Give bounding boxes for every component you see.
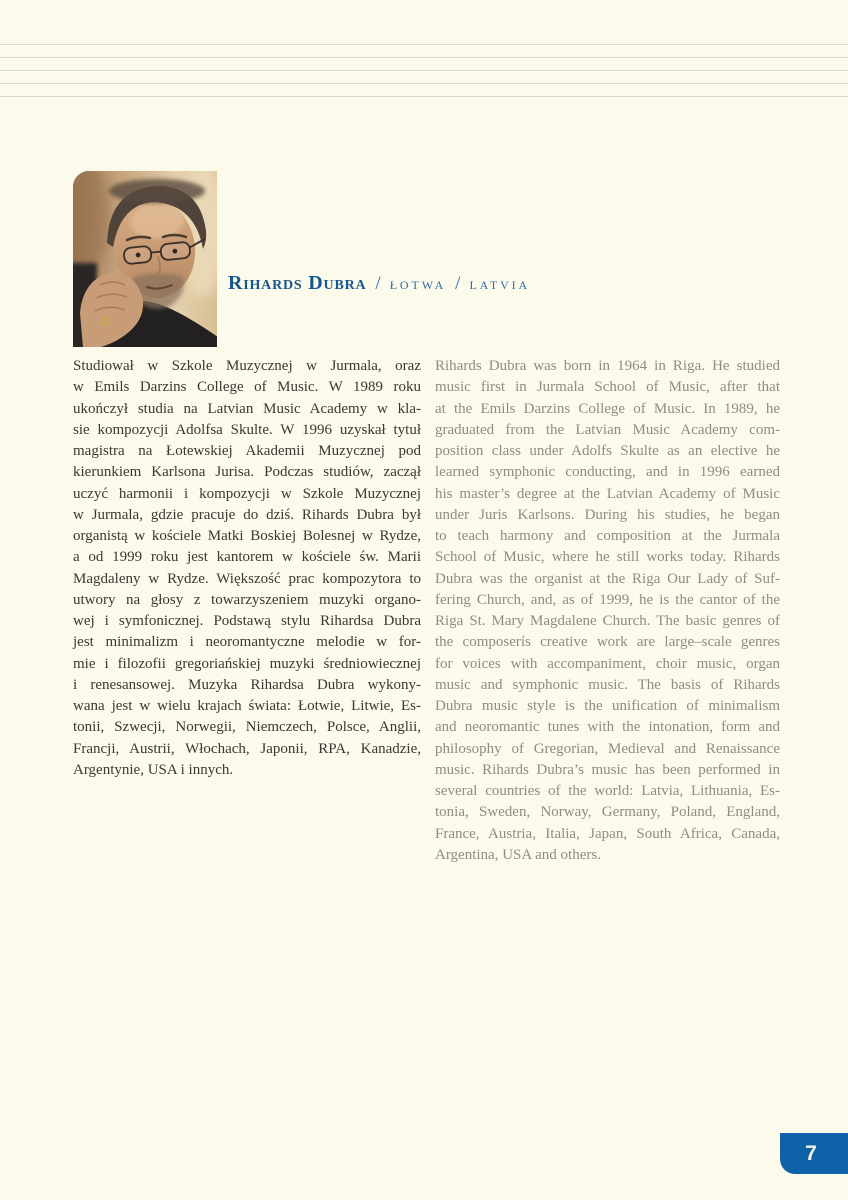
bio-text-polish [73,356,421,866]
text-line: Argentynie, USA i innych. [73,761,234,778]
text-line: position class under Adolfs Skulte as an elective he [435,443,780,459]
page-number: 7 [805,1141,817,1165]
text-line: to teach harmony and composition at the Jurmala [435,528,780,544]
text-line: several countries of the world: Latvia, Lithuania, Es- [435,783,780,799]
text-line: Studiował w Szkole Muzycznej w Jurmala, oraz [73,358,421,374]
bio-columns [73,356,780,866]
text-line: w Jurmala, gdzie pracuje do dziś. Rihards Dubra był [73,506,421,523]
composer-name: Rihards Dubra [228,272,367,294]
text-line: w Emils Darzins College of Music. W 1989 roku [73,379,421,396]
text-line: for voices with accompaniment, choir music, organ [435,655,780,672]
text-line: School of Music, where he still works today. Rihards [435,549,780,566]
text-line: at the Emils Darzins College of Music. In 1989, he [435,400,780,417]
text-line: organistą w kościele Matki Boskiej Bolesnej w Rydze, [73,528,421,544]
country-name-polish: łotwa [389,274,447,293]
text-line: France, Austria, Italia, Japan, South Africa, Canada, [435,825,780,842]
text-line: utwory na głosy z towarzyszeniem muzyki organo- [73,591,421,608]
music-staff-lines [0,0,848,110]
text-line: jest minimalizm i neoromantyczne melodie w for- [73,634,421,651]
slash-separator: / [375,273,381,294]
country-name-english: latvia [469,274,531,293]
text-line: Riga St. Mary Magdalene Church. The basic genres of [435,613,780,629]
text-line: mie i filozofii gregoriańskiej muzyki średniowiecznej [73,655,421,672]
text-line: magistra na Łotewskiej Akademii Muzycznej pod [73,443,421,459]
text-line: tonii, Szwecji, Norwegii, Niemczech, Polsce, Anglii, [73,719,421,736]
staff-line [0,44,848,45]
text-line: tonia, Sweden, Norway, Germany, Poland, England, [435,804,780,821]
text-line: learned symphonic conducting, and in 1996 earned [435,464,780,481]
text-line: kierunkiem Karlsona Jurisa. Podczas studiów, zaczął [73,464,421,481]
text-line: sie kompozycji Adolfsa Skulte. W 1996 uzyskał tytuł [73,421,421,438]
text-line: graduated from the Latvian Music Academy com- [435,421,780,438]
text-line: Dubra music style is the unification of minimalism [435,698,780,714]
text-line: music first in Jurmala School of Music, after that [435,379,780,396]
page-number-tab [780,1133,848,1174]
text-line: wej i symfonicznej. Podstawą stylu Rihardsa Dubra [73,613,421,629]
slash-separator: / [455,273,461,294]
text-line: Magdaleny w Rydze. Większość prac kompozytora to [73,570,421,587]
text-line: Dubra was the organist at the Riga Our Lady of Suf- [435,570,780,587]
text-line: and neoromantic tunes with the intonation, form and [435,719,780,736]
text-line: philosophy of Gregorian, Medieval and Renaissance [435,740,780,757]
composer-heading [228,272,530,295]
staff-line [0,70,848,71]
text-line: i renesansowej. Muzyka Rihardsa Dubra wykony- [73,676,421,693]
text-line: under Juris Karlsons. During his studies, he began [435,506,780,523]
text-line: a od 1999 roku jest kantorem w kościele św. Marii [73,549,421,566]
portrait-illustration [73,171,217,347]
text-line: the composerís creative work are large–scale genres [435,634,780,651]
text-line: wana jest w wielu krajach świata: Łotwie, Litwie, Es- [73,698,421,714]
staff-line [0,57,848,58]
staff-line [0,96,848,97]
text-line: music and symphonic music. The basis of Rihards [435,676,780,693]
text-line: ukończył studia na Latvian Music Academy w kla- [73,400,421,417]
text-line: Rihards Dubra was born in 1964 in Riga. He studied [435,358,780,374]
text-line: music. Rihards Dubra’s music has been performed in [435,761,780,778]
text-line: fering Church, and, as of 1999, he is the cantor of the [435,591,780,608]
text-line: his master’s degree at the Latvian Academy of Music [435,485,780,502]
text-line: Francji, Austrii, Włochach, Japonii, RPA, Kanadzie, [73,740,421,757]
staff-line [0,83,848,84]
text-line: uczyć harmonii i kompozycji w Szkole Muzycznej [73,485,421,502]
bio-text-english [435,356,780,866]
composer-portrait-photo [73,171,217,347]
text-line: Argentina, USA and others. [435,846,601,863]
